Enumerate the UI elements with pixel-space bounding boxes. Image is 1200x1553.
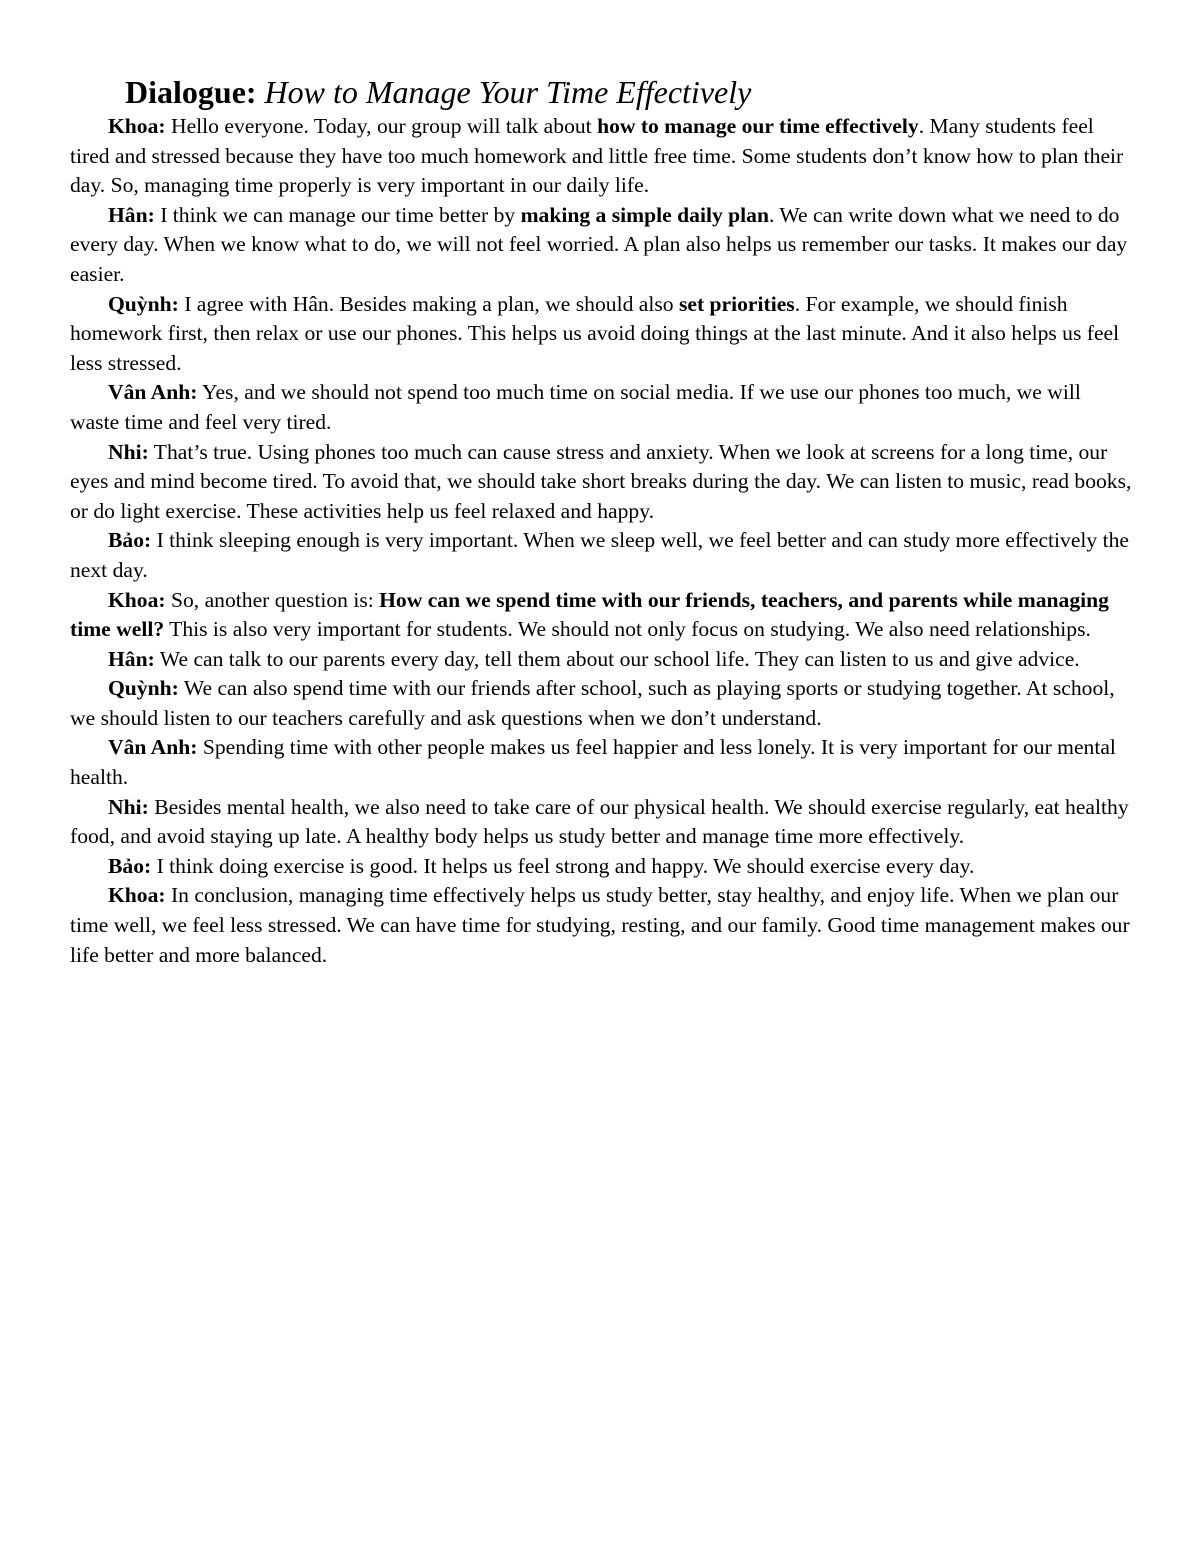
speaker-name: Vân Anh: xyxy=(108,380,198,405)
dialogue-turn xyxy=(70,793,1132,852)
speech-text: I think doing exercise is good. It helps us feel strong and happy. We should exercise every day. xyxy=(151,853,975,878)
speaker-name: Nhi: xyxy=(108,794,149,819)
emphasized-text: How can we spend time with our friends, teachers, and parents while managing time well? xyxy=(70,587,1109,642)
speech-text: We can also spend time with our friends after school, such as playing sports or studying together. At school, we should listen to our teachers carefully and ask questions when we don’t understand. xyxy=(70,676,1115,730)
speaker-name: Quỳnh: xyxy=(108,291,179,316)
emphasized-text: how to manage our time effectively xyxy=(597,114,919,138)
dialogue-turn xyxy=(70,674,1132,733)
speaker-name: Khoa: xyxy=(108,114,166,138)
speech-text: Yes, and we should not spend too much time on social media. If we use our phones too much, we will waste time and feel very tired. xyxy=(70,380,1081,434)
speech-text: That’s true. Using phones too much can cause stress and anxiety. When we look at screens for a long time, our eyes and mind become tired. To avoid that, we should take short breaks during the day. We can listen to music, read books, or do light exercise. These activities help us feel relaxed and happy. xyxy=(70,439,1132,523)
speech-text: . For example, we should finish homework first, then relax or use our phones. This helps us avoid doing things at the last minute. And it also helps us feel less stressed. xyxy=(70,291,1120,375)
speaker-name: Khoa: xyxy=(108,587,166,612)
dialogue-turn xyxy=(70,881,1132,970)
speech-text: I think we can manage our time better by xyxy=(154,202,521,227)
title-topic: How to Manage Your Time Effectively xyxy=(264,74,752,110)
speech-text: In conclusion, managing time effectively helps us study better, stay healthy, and enjoy life. When we plan our time well, we feel less stressed. We can have time for studying, resting, and our family. Good time management makes our life better and more balanced. xyxy=(70,883,1130,967)
dialogue-turn xyxy=(70,526,1132,585)
speaker-name: Quỳnh: xyxy=(108,676,179,701)
speech-text: Besides mental health, we also need to take care of our physical health. We should exercise regularly, eat healthy food, and avoid staying up late. A healthy body helps us study better and manage time more effectively. xyxy=(70,794,1129,849)
dialogue-turn xyxy=(70,201,1132,290)
speech-text: I think sleeping enough is very important. When we sleep well, we feel better and can study more effectively the next day. xyxy=(70,528,1129,582)
speaker-name: Nhi: xyxy=(108,439,149,464)
dialogue-turn xyxy=(70,586,1132,645)
speaker-name: Bảo: xyxy=(108,528,152,553)
emphasized-text: making a simple daily plan xyxy=(520,202,769,227)
dialogue-turn xyxy=(70,645,1132,675)
speaker-name: Bảo: xyxy=(108,853,152,878)
dialogue-turn xyxy=(70,852,1132,882)
speaker-name: Hân: xyxy=(108,202,155,227)
speech-text: Spending time with other people makes us feel happier and less lonely. It is very important for our mental health. xyxy=(70,735,1116,790)
speech-text: We can talk to our parents every day, tell them about our school life. They can listen to us and give advice. xyxy=(154,646,1080,671)
speaker-name: Hân: xyxy=(108,646,155,671)
speech-text: . Many students feel tired and stressed because they have too much homework and little free time. Some students don’t know how to plan their day. So, managing time properly is very important in our daily life. xyxy=(70,114,1124,198)
dialogue-body xyxy=(70,112,1132,970)
speech-text: So, another question is: xyxy=(165,587,380,612)
document-title xyxy=(125,72,1132,112)
speaker-name: Khoa: xyxy=(108,883,166,908)
emphasized-text: set priorities xyxy=(678,291,795,316)
speech-text: Hello everyone. Today, our group will talk about xyxy=(165,114,598,138)
speech-text: . We can write down what we need to do every day. When we know what to do, we will not feel worried. A plan also helps us remember our tasks. It makes our day easier. xyxy=(70,202,1128,286)
dialogue-turn xyxy=(70,378,1132,437)
speech-text: This is also very important for students. We should not only focus on studying. We also need relationships. xyxy=(164,617,1091,642)
dialogue-turn xyxy=(70,733,1132,792)
speech-text: I agree with Hân. Besides making a plan, we should also xyxy=(178,291,679,316)
dialogue-turn xyxy=(70,438,1132,527)
speaker-name: Vân Anh: xyxy=(108,735,198,760)
document-page xyxy=(70,72,1132,970)
dialogue-turn xyxy=(70,112,1132,201)
title-lead: Dialogue: xyxy=(125,74,257,110)
dialogue-turn xyxy=(70,290,1132,379)
